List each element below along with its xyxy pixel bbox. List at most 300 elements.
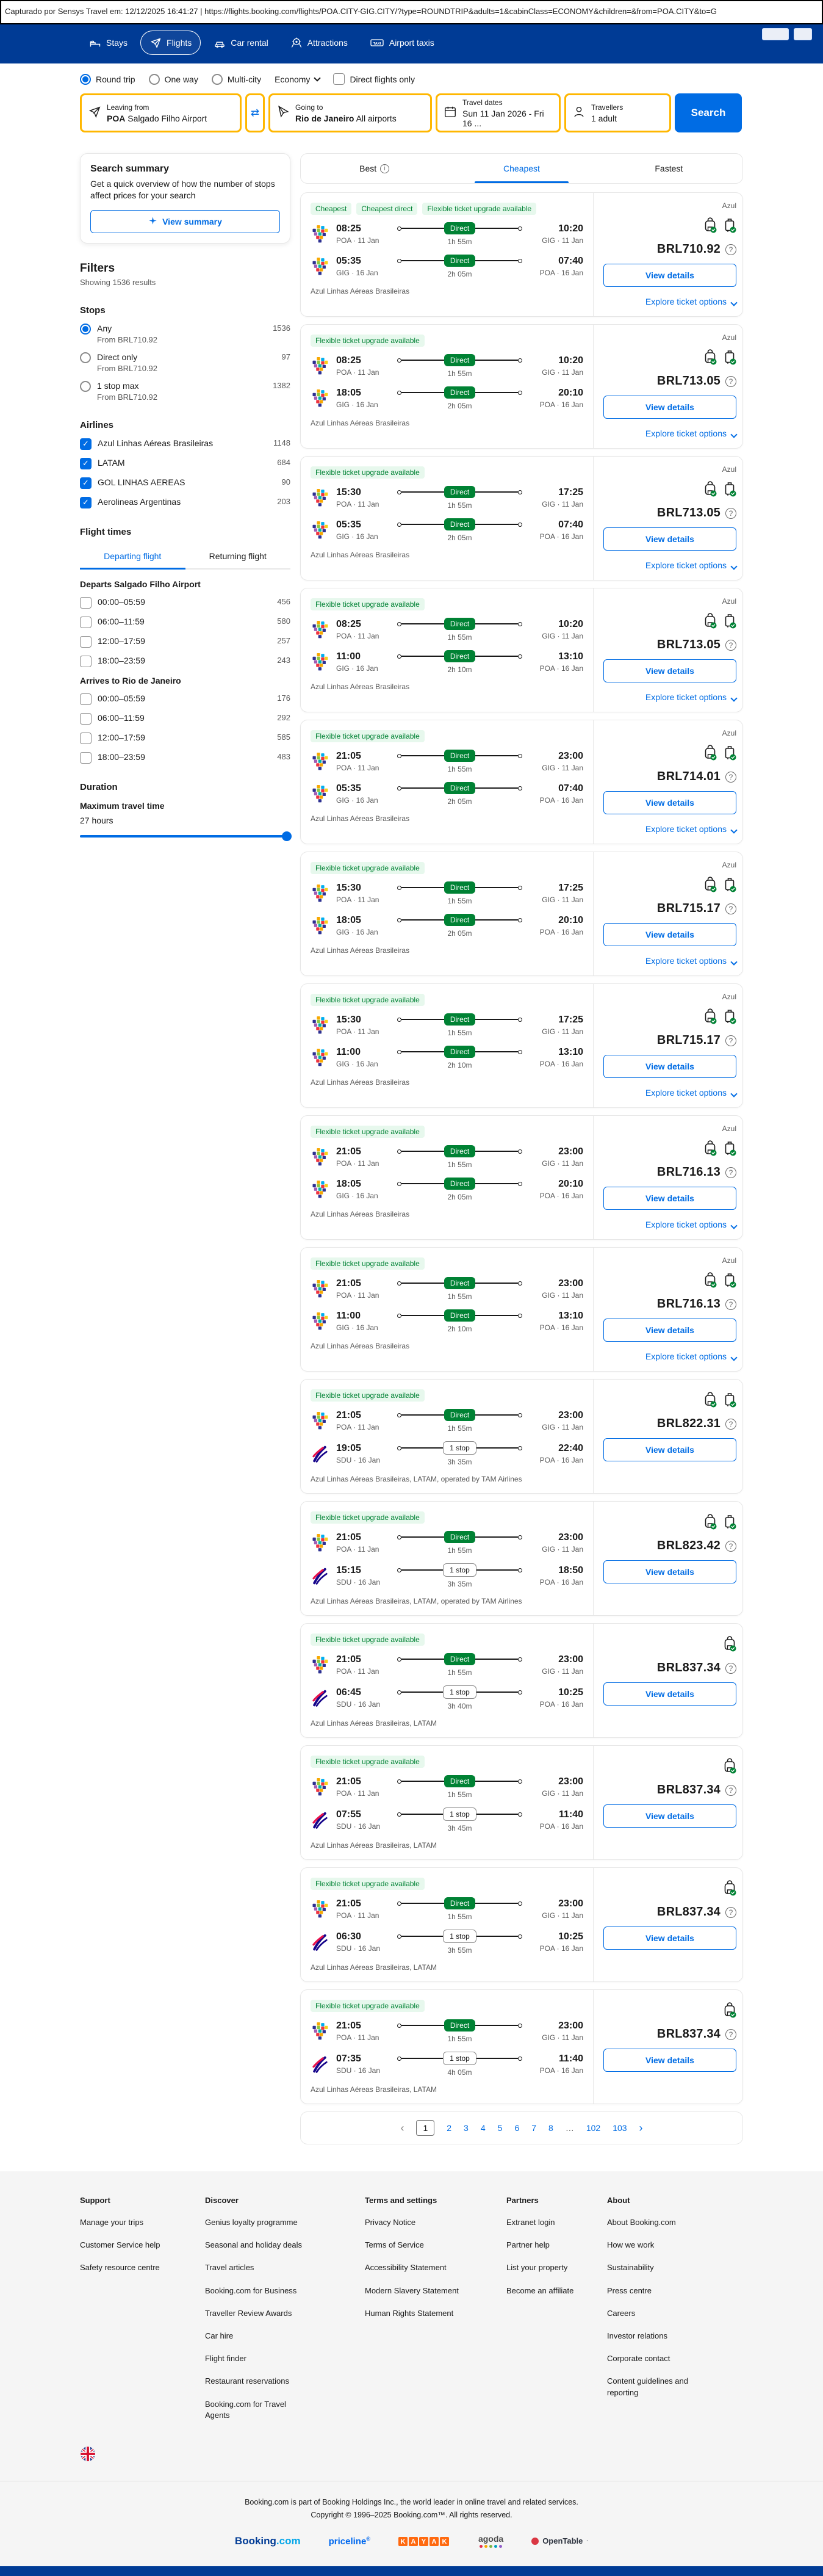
explore-ticket-options-link[interactable] (645, 429, 736, 438)
airline-count: 1148 (273, 438, 290, 447)
pagination-page-5[interactable]: 5 (497, 2123, 503, 2133)
flight-path (397, 1653, 522, 1677)
flight-path (397, 1277, 522, 1301)
footer-link[interactable]: Seasonal and holiday deals (205, 2240, 303, 2250)
departure-airport-date: GIG · 16 Jan (336, 928, 378, 936)
flight-path (397, 1145, 522, 1169)
checked-bag-included-icon (723, 1272, 736, 1291)
footer-link[interactable]: Corporate contact (607, 2354, 670, 2364)
price-info-icon[interactable]: ? (725, 1541, 736, 1552)
language-selector-button[interactable] (80, 2446, 96, 2465)
footer-link[interactable]: Terms of Service (365, 2240, 424, 2250)
radio-icon (80, 381, 91, 392)
airline-filter-option[interactable] (80, 497, 290, 508)
flight-path (397, 518, 522, 542)
flight-path (397, 914, 522, 938)
footer-link[interactable]: List your property (506, 2263, 568, 2273)
checkbox-icon (80, 636, 92, 648)
brand-label: Azul (722, 465, 736, 474)
time-range-label: 00:00–05:59 (98, 596, 145, 607)
footer-link[interactable]: Traveller Review Awards (205, 2308, 292, 2318)
flight-result-card (300, 456, 743, 581)
leg-duration: 3h 55m (447, 1946, 472, 1955)
direct-flights-only-checkbox[interactable] (333, 73, 415, 85)
leg-duration: 1h 55m (447, 1160, 472, 1169)
explore-ticket-options-link[interactable] (645, 824, 736, 834)
stops-pill: Direct (444, 1409, 475, 1421)
baggage-icons (703, 1514, 736, 1533)
carriers-line: Azul Linhas Aéreas Brasileiras (311, 419, 410, 427)
carriers-line: Azul Linhas Aéreas Brasileiras (311, 814, 410, 823)
time-range-option[interactable] (80, 733, 290, 744)
arrival-time: 10:25 (558, 1687, 583, 1698)
departure-time: 08:25 (336, 355, 361, 366)
explore-ticket-options-link[interactable] (645, 692, 736, 702)
azul-logo (311, 489, 329, 507)
price-info-icon[interactable]: ? (725, 903, 736, 914)
flight-result-card (300, 1501, 743, 1616)
footer-link[interactable]: Content guidelines and reporting (607, 2376, 688, 2397)
view-details-button[interactable]: View details (603, 1187, 736, 1210)
explore-ticket-options-link[interactable] (645, 1220, 736, 1229)
option-count: 1536 (273, 323, 290, 333)
arrival-airport-date: POA · 16 Jan (539, 269, 583, 277)
booking-holdings-brands (0, 2522, 823, 2566)
pagination-page-4[interactable]: 4 (480, 2123, 486, 2133)
footer-link[interactable]: Extranet login (506, 2218, 555, 2227)
footer-link[interactable]: Safety resource centre (80, 2263, 160, 2273)
footer-link[interactable]: Flight finder (205, 2354, 246, 2364)
footer-link[interactable]: Careers (607, 2308, 636, 2318)
departure-time: 21:05 (336, 1410, 361, 1420)
pagination-page-7[interactable]: 7 (531, 2123, 537, 2133)
plane-icon (149, 37, 162, 49)
footer-link[interactable]: Booking.com for Travel Agents (205, 2399, 286, 2420)
checkbox-icon (80, 752, 92, 764)
kayak-logo[interactable]: K A Y A K (398, 2536, 450, 2547)
priceline-logo[interactable]: priceline® (328, 2535, 370, 2547)
leg-duration: 1h 55m (447, 2035, 472, 2043)
flight-badge: Cheapest (311, 203, 351, 215)
carriers-line: Azul Linhas Aéreas Brasileiras, LATAM, operated by TAM Airlines (311, 1475, 522, 1483)
time-range-label: 18:00–23:59 (98, 655, 145, 665)
arrival-airport-date: GIG · 11 Jan (542, 368, 583, 377)
chevron-down-icon (730, 299, 737, 306)
footer-column-support (80, 2196, 205, 2433)
stops-pill: Direct (444, 1277, 475, 1289)
cabin-class-value: Economy (275, 74, 311, 84)
carriers-line: Azul Linhas Aéreas Brasileiras, LATAM (311, 1841, 437, 1850)
azul-logo (311, 1016, 329, 1035)
travel-dates-field[interactable] (436, 93, 561, 132)
opentable-logo[interactable]: OpenTable · (531, 2536, 588, 2545)
azul-logo (311, 1312, 329, 1331)
airline-count: 684 (277, 457, 290, 467)
flight-price: BRL713.05 (656, 506, 721, 519)
view-details-button[interactable]: View details (603, 1804, 736, 1828)
time-range-option[interactable] (80, 693, 290, 705)
sort-tab-label: Best (359, 164, 377, 173)
time-range-option[interactable] (80, 656, 290, 667)
departure-time: 21:05 (336, 751, 361, 761)
sort-tab-best[interactable] (301, 154, 448, 183)
flight-path (397, 881, 522, 905)
flight-leg (311, 1685, 583, 1710)
option-from-price: From BRL710.92 (97, 363, 157, 373)
brand-label: Azul (722, 201, 736, 210)
footer-link[interactable]: Restaurant reservations (205, 2376, 290, 2386)
flight-badge: Flexible ticket upgrade available (311, 1756, 425, 1768)
stops-option-1-stop-max[interactable] (80, 381, 290, 402)
pagination-prev-button[interactable]: ‹ (400, 2121, 404, 2134)
nav-item-car-rental[interactable] (204, 31, 277, 55)
departure-time: 18:05 (336, 1179, 361, 1189)
flight-path (397, 1013, 522, 1037)
departure-time: 18:05 (336, 388, 361, 398)
time-range-count: 243 (277, 655, 290, 665)
brand-label: Azul (722, 729, 736, 737)
price-info-icon[interactable]: ? (725, 244, 736, 255)
azul-logo (311, 389, 329, 408)
site-header (0, 24, 823, 63)
footer-column-title: Support (80, 2196, 110, 2205)
departure-airport-date: POA · 11 Jan (336, 764, 379, 772)
checkbox-icon (80, 693, 92, 705)
explore-label: Explore ticket options (645, 1351, 727, 1361)
departure-time: 05:35 (336, 256, 361, 266)
azul-logo (311, 521, 329, 540)
duration-subtitle: Maximum travel time (80, 800, 165, 811)
leg-duration: 1h 55m (447, 237, 472, 246)
time-range-label: 12:00–17:59 (98, 635, 145, 646)
departure-airport-date: SDU · 16 Jan (336, 1822, 381, 1831)
flight-badge: Flexible ticket upgrade available (311, 730, 425, 742)
sort-tab-fastest[interactable] (595, 154, 742, 183)
explore-label: Explore ticket options (645, 956, 727, 966)
flight-times-tab-departing[interactable]: Departing flight (80, 545, 185, 570)
agoda-logo[interactable]: agoda (478, 2534, 503, 2548)
airline-name: GOL LINHAS AEREAS (98, 477, 185, 487)
view-details-button[interactable]: View details (603, 923, 736, 946)
leaving-from-field[interactable] (80, 93, 242, 132)
cabin-bag-included-icon (703, 1272, 717, 1291)
explore-ticket-options-link[interactable] (645, 560, 736, 570)
latam-logo (311, 1811, 329, 1829)
flight-badge: Flexible ticket upgrade available (311, 1257, 425, 1270)
flight-path (397, 1685, 522, 1710)
flight-path (397, 782, 522, 806)
flight-price: BRL715.17 (656, 902, 721, 915)
arrival-time: 07:40 (558, 783, 583, 794)
latam-logo (311, 1567, 329, 1585)
flight-price: BRL710.92 (656, 242, 721, 256)
plane-takeoff-icon (88, 105, 101, 121)
view-details-button[interactable]: View details (603, 1438, 736, 1461)
stops-pill: Direct (444, 1309, 475, 1322)
flight-times-tab-returning[interactable]: Returning flight (185, 545, 291, 570)
footer-link[interactable]: Booking.com for Business (205, 2285, 297, 2295)
view-summary-button[interactable] (90, 210, 280, 233)
airline-count: 203 (277, 496, 290, 506)
nav-item-stays[interactable] (80, 31, 137, 55)
explore-ticket-options-link[interactable] (645, 297, 736, 306)
footer-link[interactable]: Press centre (607, 2285, 652, 2295)
footer-link[interactable]: Human Rights Statement (365, 2308, 454, 2318)
footer-link[interactable]: Customer Service help (80, 2240, 160, 2250)
footer-link[interactable]: Become an affiliate (506, 2285, 574, 2295)
view-details-button[interactable]: View details (603, 1682, 736, 1706)
pagination-page-1[interactable]: 1 (416, 2120, 434, 2136)
flight-result-card (300, 192, 743, 317)
swap-origin-destination-button[interactable]: ⇄ (245, 93, 265, 132)
departure-time: 21:05 (336, 1654, 361, 1665)
stops-section-title: Stops (80, 305, 106, 316)
flight-price: BRL716.13 (656, 1165, 721, 1179)
footer-link[interactable]: Sustainability (607, 2263, 654, 2273)
view-details-button[interactable]: View details (603, 1055, 736, 1078)
person-icon (572, 105, 586, 121)
duration-slider-handle[interactable] (282, 831, 292, 841)
sort-tab-cheapest[interactable] (448, 154, 595, 183)
time-range-option[interactable] (80, 617, 290, 628)
pagination-page-102[interactable]: 102 (586, 2123, 601, 2133)
stops-pill: 1 stop (443, 1441, 476, 1455)
footer-link[interactable]: Travel articles (205, 2263, 254, 2273)
calendar-icon (444, 105, 457, 121)
leg-duration: 1h 55m (447, 1790, 472, 1799)
price-info-icon[interactable]: ? (725, 1419, 736, 1430)
arrival-time: 10:20 (558, 223, 583, 234)
duration-slider[interactable] (80, 835, 290, 838)
airline-filter-option[interactable] (80, 438, 290, 450)
departure-time: 15:15 (336, 1565, 361, 1576)
flight-result-card (300, 1867, 743, 1982)
time-range-option[interactable] (80, 636, 290, 648)
arrival-airport-date: POA · 16 Jan (539, 1323, 583, 1332)
price-info-icon[interactable]: ? (725, 1785, 736, 1796)
explore-ticket-options-link[interactable] (645, 1088, 736, 1098)
time-range-option[interactable] (80, 597, 290, 609)
footer-legal-line2: Copyright © 1996–2025 Booking.com™. All rights reserved. (311, 2511, 512, 2520)
leg-duration: 2h 10m (447, 1061, 472, 1069)
price-info-icon[interactable]: ? (725, 1299, 736, 1310)
option-label: Any (97, 323, 112, 333)
footer-column-title: Discover (205, 2196, 239, 2205)
time-range-option[interactable] (80, 752, 290, 764)
carriers-line: Azul Linhas Aéreas Brasileiras (311, 551, 410, 559)
nav-item-attractions[interactable] (281, 31, 357, 55)
price-info-icon[interactable]: ? (725, 1167, 736, 1178)
arrival-airport-date: GIG · 11 Jan (542, 764, 583, 772)
azul-logo (311, 1656, 329, 1674)
flight-leg (311, 1897, 583, 1921)
nav-item-airport-taxis[interactable] (361, 31, 444, 55)
leg-duration: 3h 40m (447, 1702, 472, 1710)
view-details-button[interactable]: View details (603, 1319, 736, 1342)
view-details-button[interactable]: View details (603, 659, 736, 682)
flight-search-form (80, 93, 743, 132)
azul-logo (311, 885, 329, 903)
departure-airport-date: POA · 11 Jan (336, 1545, 379, 1554)
pagination-page-8[interactable]: 8 (548, 2123, 553, 2133)
trip-type-radio-one-way[interactable] (149, 74, 198, 85)
arrival-airport-date: POA · 16 Jan (539, 1578, 583, 1586)
checked-bag-included-icon (723, 217, 736, 236)
departure-airport-date: POA · 11 Jan (336, 1027, 379, 1036)
pagination-next-button[interactable]: › (639, 2121, 643, 2134)
cabin-bag-included-icon (703, 217, 717, 236)
brand-label: Azul (722, 333, 736, 342)
stops-pill: Direct (444, 255, 475, 267)
footer-link[interactable]: Manage your trips (80, 2218, 144, 2227)
cabin-bag-included-icon (703, 1140, 717, 1159)
azul-logo (311, 1280, 329, 1298)
stops-pill: Direct (444, 782, 475, 794)
price-info-icon[interactable]: ? (725, 1035, 736, 1046)
arrival-airport-date: POA · 16 Jan (539, 532, 583, 541)
footer-link[interactable]: About Booking.com (607, 2218, 676, 2227)
arrival-airport-date: GIG · 11 Jan (542, 632, 583, 640)
stops-pill: 1 stop (443, 1930, 476, 1943)
trip-type-radio-round-trip[interactable] (80, 74, 135, 85)
footer-link[interactable]: Genius loyalty programme (205, 2218, 298, 2227)
arrival-time: 07:40 (558, 256, 583, 266)
price-info-icon[interactable]: ? (725, 508, 736, 519)
stops-option-any[interactable] (80, 324, 290, 344)
azul-logo (311, 753, 329, 771)
booking-com-logo[interactable]: Booking.com (234, 2534, 301, 2547)
baggage-icons (723, 2002, 736, 2021)
checkbox-icon: ✓ (80, 458, 92, 469)
stops-pill: Direct (444, 222, 475, 234)
header-widget-button[interactable] (794, 28, 812, 40)
time-range-count: 483 (277, 751, 290, 761)
pagination-page-3[interactable]: 3 (464, 2123, 469, 2133)
nav-item-label: Airport taxis (389, 38, 434, 48)
footer-column-terms-and-settings (365, 2196, 506, 2433)
cabin-class-dropdown[interactable] (275, 74, 320, 84)
stops-pill: 1 stop (443, 1563, 476, 1577)
info-icon[interactable]: i (380, 164, 389, 173)
view-details-button[interactable]: View details (603, 2049, 736, 2072)
checked-bag-included-icon (723, 1392, 736, 1411)
product-nav (80, 31, 743, 55)
footer-link[interactable]: Car hire (205, 2331, 234, 2340)
footer-link[interactable]: Partner help (506, 2240, 550, 2250)
stops-pill: 1 stop (443, 2052, 476, 2065)
nav-item-flights[interactable] (140, 31, 201, 55)
going-to-field[interactable] (268, 93, 432, 132)
site-footer (0, 2171, 823, 2566)
stops-pill: Direct (444, 881, 475, 894)
footer-link[interactable]: Privacy Notice (365, 2218, 416, 2227)
filters-title: Filters (80, 261, 115, 275)
brand-label: Azul (722, 1256, 736, 1265)
departure-airport-date: POA · 11 Jan (336, 1423, 379, 1431)
view-details-button[interactable]: View details (603, 1560, 736, 1583)
pagination-page-103[interactable]: 103 (613, 2123, 627, 2133)
departure-airport-date: SDU · 16 Jan (336, 1944, 381, 1953)
chevron-down-icon (730, 1222, 737, 1229)
view-details-button[interactable]: View details (603, 1927, 736, 1950)
flight-leg (311, 914, 583, 938)
arrival-time: 13:10 (558, 651, 583, 662)
footer-link[interactable]: Accessibility Statement (365, 2263, 447, 2273)
departure-airport-date: GIG · 16 Jan (336, 400, 378, 409)
explore-ticket-options-link[interactable] (645, 1351, 736, 1361)
header-widget-button[interactable] (762, 28, 789, 40)
airline-filter-option[interactable] (80, 477, 290, 489)
departure-time: 05:35 (336, 783, 361, 794)
price-info-icon[interactable]: ? (725, 2029, 736, 2040)
svg-text:TAXI: TAXI (373, 42, 381, 46)
trip-type-radio-multi-city[interactable] (212, 74, 261, 85)
footer-link[interactable]: Investor relations (607, 2331, 667, 2340)
airline-filter-option[interactable] (80, 458, 290, 469)
flight-badge: Flexible ticket upgrade available (311, 466, 425, 479)
cabin-bag-included-icon (703, 481, 717, 500)
leg-duration: 2h 05m (447, 797, 472, 806)
price-info-icon[interactable]: ? (725, 376, 736, 387)
time-range-count: 292 (277, 712, 290, 722)
travellers-field[interactable] (564, 93, 671, 132)
azul-logo (311, 621, 329, 639)
leg-duration: 2h 05m (447, 402, 472, 410)
explore-ticket-options-link[interactable] (645, 956, 736, 966)
cabin-bag-included-icon (703, 877, 717, 895)
flight-result-card (300, 1115, 743, 1240)
going-to-value (295, 114, 397, 123)
departure-time: 21:05 (336, 1278, 361, 1289)
flight-leg (311, 1807, 583, 1833)
price-info-icon[interactable]: ? (725, 1663, 736, 1674)
stops-pill: 1 stop (443, 1807, 476, 1821)
view-details-button[interactable]: View details (603, 791, 736, 814)
duration-slider-fill (80, 835, 289, 838)
search-button[interactable]: Search (675, 93, 742, 132)
nav-item-label: Flights (167, 38, 192, 48)
checkbox-icon (80, 617, 92, 628)
view-details-button[interactable]: View details (603, 264, 736, 287)
time-range-option[interactable] (80, 713, 290, 725)
departure-time: 08:25 (336, 619, 361, 629)
footer-link[interactable]: How we work (607, 2240, 655, 2250)
badge-row (311, 335, 583, 347)
footer-link[interactable]: Modern Slavery Statement (365, 2285, 459, 2295)
taxi-icon (370, 37, 384, 49)
departure-time: 21:05 (336, 1146, 361, 1157)
flight-badge: Flexible ticket upgrade available (311, 1634, 425, 1646)
flight-leg (311, 386, 583, 410)
pagination-page-6[interactable]: 6 (514, 2123, 520, 2133)
departure-time: 11:00 (336, 1311, 361, 1321)
price-info-icon[interactable]: ? (725, 640, 736, 651)
view-details-button[interactable]: View details (603, 527, 736, 551)
price-info-icon[interactable]: ? (725, 1907, 736, 1918)
leg-duration: 2h 05m (447, 1193, 472, 1201)
explore-label: Explore ticket options (645, 297, 727, 306)
stops-option-direct-only[interactable] (80, 352, 290, 373)
cabin-bag-included-icon (703, 613, 717, 632)
price-info-icon[interactable]: ? (725, 772, 736, 783)
leg-duration: 2h 05m (447, 929, 472, 938)
badge-row (311, 730, 583, 742)
pagination-page-2[interactable]: 2 (447, 2123, 452, 2133)
flight-leg (311, 1013, 583, 1037)
view-details-button[interactable]: View details (603, 396, 736, 419)
departure-airport-date: SDU · 16 Jan (336, 2066, 381, 2075)
flight-leg (311, 2019, 583, 2043)
